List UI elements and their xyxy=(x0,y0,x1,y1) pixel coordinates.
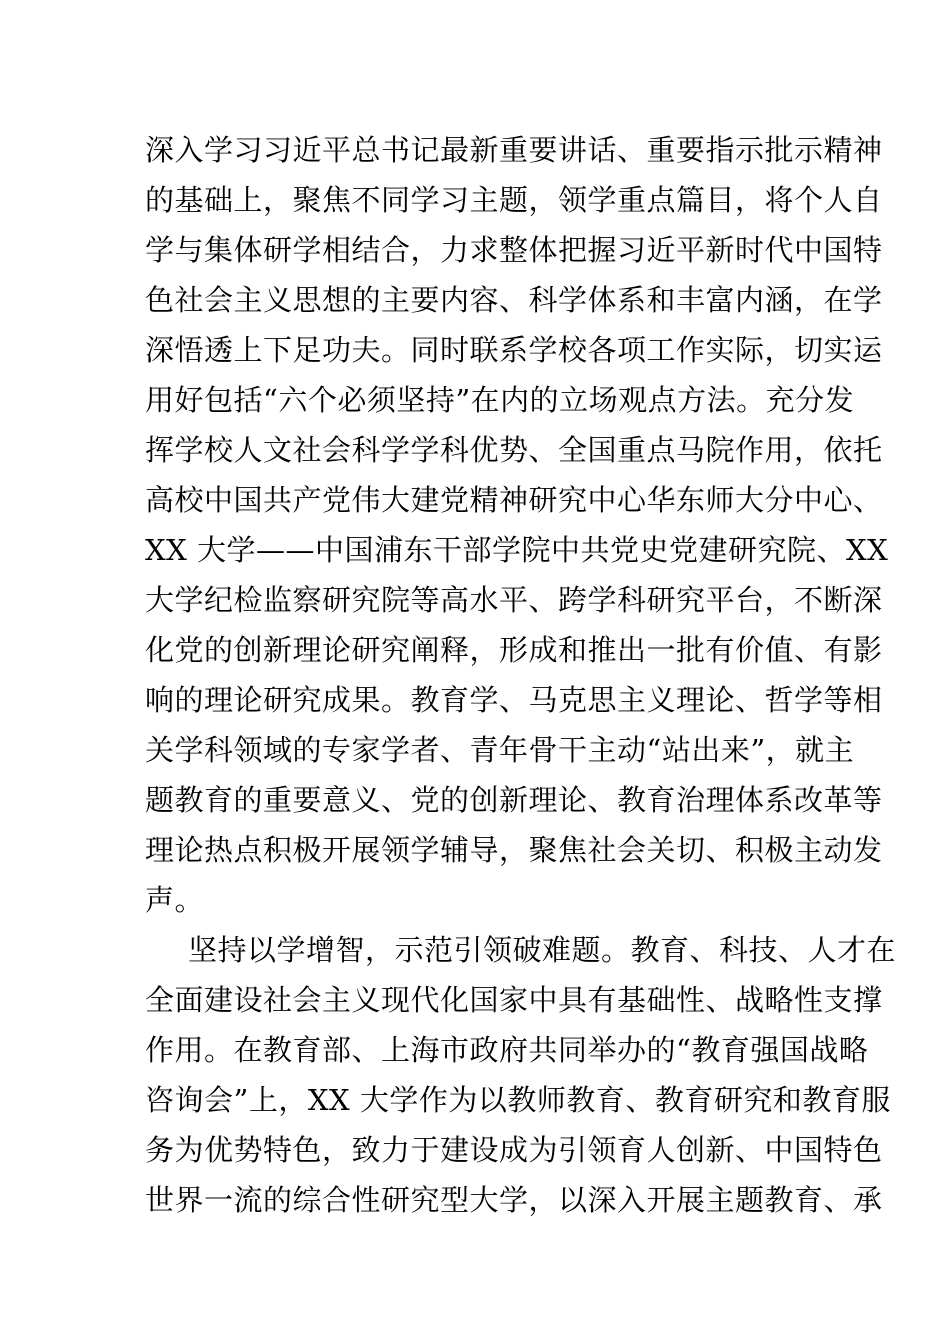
text-line: 色社会主义思想的主要内容、科学体系和丰富内涵，在学 xyxy=(145,283,883,317)
text-line: 全面建设社会主义现代化国家中具有基础性、战略性支撑 xyxy=(145,983,883,1017)
paragraph-first-line: 坚持以学增智，示范引领破难题。教育、科技、人才在 xyxy=(188,933,897,967)
text-line: 的基础上，聚焦不同学习主题，领学重点篇目，将个人自 xyxy=(145,183,883,217)
text-line: 作用。在教育部、上海市政府共同举办的“教育强国战略 xyxy=(145,1033,869,1067)
text-line: 务为优势特色，致力于建设成为引领育人创新、中国特色 xyxy=(145,1133,883,1167)
text-line: 响的理论研究成果。教育学、马克思主义理论、哲学等相 xyxy=(145,683,883,717)
text-line: 高校中国共产党伟大建党精神研究中心华东师大分中心、 xyxy=(145,483,883,517)
text-line: 用好包括“六个必须坚持”在内的立场观点方法。充分发 xyxy=(145,383,855,417)
text-line: 化党的创新理论研究阐释，形成和推出一批有价值、有影 xyxy=(145,633,883,667)
text-line: 理论热点积极开展领学辅导，聚焦社会关切、积极主动发 xyxy=(145,833,883,867)
text-line: XX 大学——中国浦东干部学院中共党史党建研究院、XX xyxy=(145,533,889,567)
text-line: 学与集体研学相结合，力求整体把握习近平新时代中国特 xyxy=(145,233,883,267)
text-line: 世界一流的综合性研究型大学，以深入开展主题教育、承 xyxy=(145,1183,883,1217)
text-line: 大学纪检监察研究院等高水平、跨学科研究平台，不断深 xyxy=(145,583,883,617)
text-line: 挥学校人文社会科学学科优势、全国重点马院作用，依托 xyxy=(145,433,883,467)
text-line: 咨询会”上，XX 大学作为以教师教育、教育研究和教育服 xyxy=(145,1083,891,1117)
text-line: 深悟透上下足功夫。同时联系学校各项工作实际，切实运 xyxy=(145,333,883,367)
text-line: 题教育的重要意义、党的创新理论、教育治理体系改革等 xyxy=(145,783,883,817)
text-line: 关学科领域的专家学者、青年骨干主动“站出来”，就主 xyxy=(145,733,855,767)
text-line: 深入学习习近平总书记最新重要讲话、重要指示批示精神 xyxy=(145,133,883,167)
text-line: 声。 xyxy=(145,883,205,917)
